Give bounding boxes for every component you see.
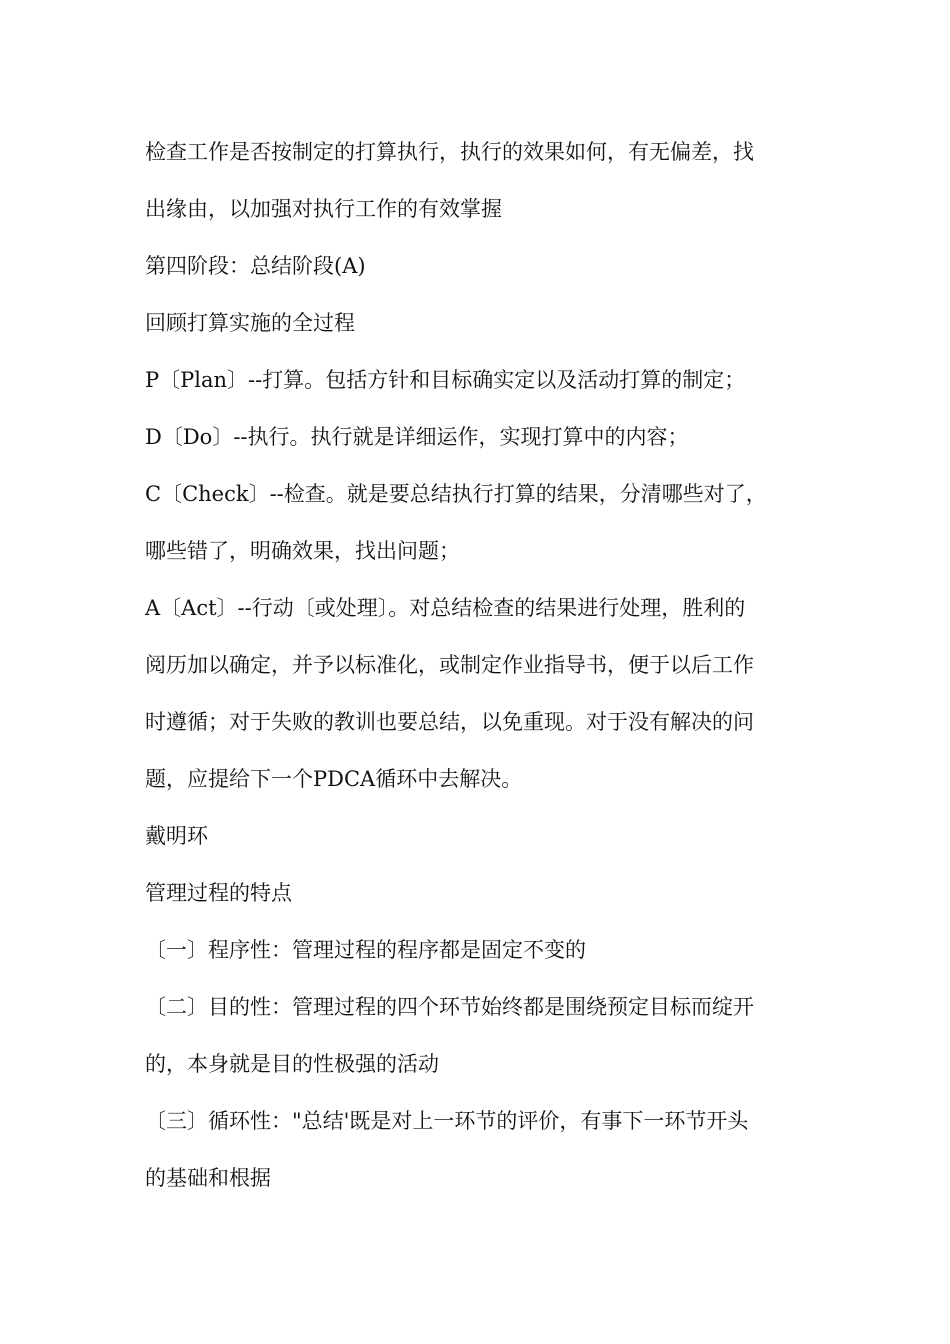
list-item-do: D〔Do〕--执行。执行就是详细运作，实现打算中的内容； (145, 425, 689, 449)
paragraph-line: 回顾打算实施的全过程 (145, 311, 355, 335)
heading-line: 第四阶段：总结阶段(A) (145, 254, 366, 278)
list-item-act: A〔Act〕--行动〔或处理〕。对总结检查的结果进行处理，胜利的 (145, 596, 746, 620)
heading-line: 戴明环 (145, 824, 208, 848)
paragraph-line: 哪些错了，明确效果，找出问题； (145, 539, 460, 563)
heading-line: 管理过程的特点 (145, 881, 292, 905)
list-item: 〔一〕程序性：管理过程的程序都是固定不变的 (145, 938, 586, 962)
paragraph-line: 的，本身就是目的性极强的活动 (145, 1052, 439, 1076)
list-item-check: C〔Check〕--检查。就是要总结执行打算的结果，分清哪些对了， (145, 482, 767, 506)
paragraph-line: 阅历加以确定，并予以标准化，或制定作业指导书，便于以后工作 (145, 653, 754, 677)
paragraph-line: 题，应提给下一个PDCA循环中去解决。 (145, 767, 523, 791)
list-item: 〔二〕目的性：管理过程的四个环节始终都是围绕预定目标而绽开 (145, 995, 754, 1019)
paragraph-line: 出缘由，以加强对执行工作的有效掌握 (145, 197, 502, 221)
list-item: 〔三〕循环性："总结'既是对上一环节的评价，有事下一环节开头 (145, 1109, 749, 1133)
list-item-plan: P〔Plan〕--打算。包括方针和目标确实定以及活动打算的制定； (145, 368, 746, 392)
paragraph-line: 的基础和根据 (145, 1166, 271, 1190)
paragraph-line: 时遵循；对于失败的教训也要总结，以免重现。对于没有解决的问 (145, 710, 754, 734)
paragraph-line: 检查工作是否按制定的打算执行，执行的效果如何，有无偏差，找 (145, 140, 754, 164)
